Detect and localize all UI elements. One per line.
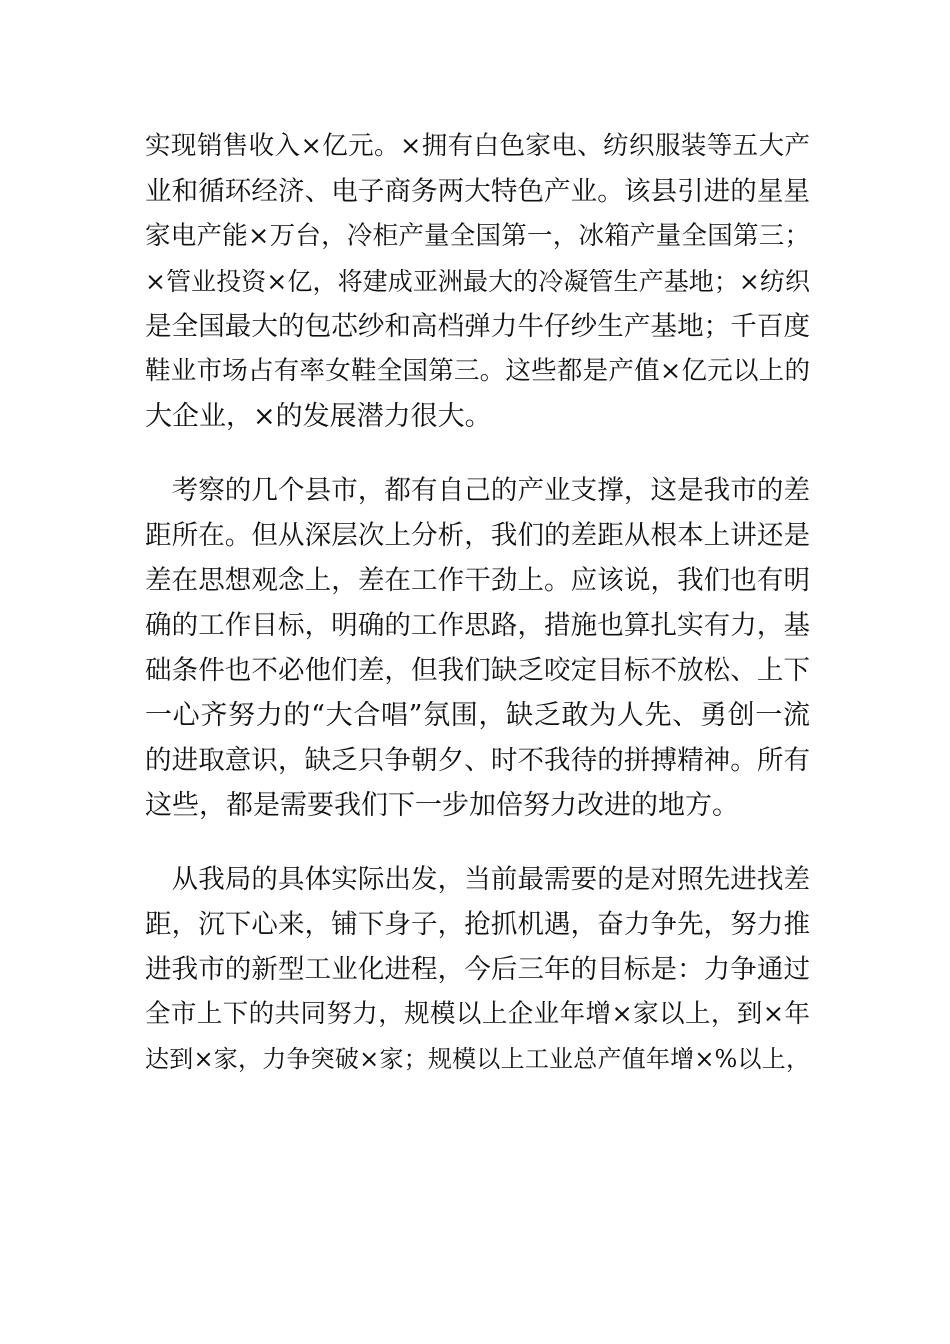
text-line: 业和循环经济、电子商务两大特色产业。该县引进的星星 — [145, 176, 810, 207]
text-line: 从我局的具体实际出发，当前最需要的是对照先进找差 — [145, 864, 810, 895]
paragraph-2 — [145, 468, 810, 828]
text-line: 距所在。但从深层次上分析，我们的差距从根本上讲还是 — [145, 520, 810, 551]
text-line: 达到×家，力争突破×家；规模以上工业总产值年增×%以上， — [145, 1045, 810, 1073]
text-line: 的进取意识，缺乏只争朝夕、时不我待的拼搏精神。所有 — [145, 745, 810, 776]
text-line: 考察的几个县市，都有自己的产业支撑，这是我市的差 — [145, 475, 810, 506]
text-line: 确的工作目标，明确的工作思路，措施也算扎实有力，基 — [145, 610, 810, 641]
text-line: 实现销售收入×亿元。×拥有白色家电、纺织服装等五大产 — [145, 131, 810, 161]
document-body — [145, 124, 810, 1082]
text-line: 这些，都是需要我们下一步加倍努力改进的地方。 — [145, 790, 739, 821]
text-line: 大企业，×的发展潜力很大。 — [145, 401, 492, 432]
text-line: 距，沉下心来，铺下身子，抢抓机遇，奋力争先，努力推 — [145, 909, 810, 940]
paragraph-1 — [145, 124, 810, 439]
text-line: ×管业投资×亿，将建成亚洲最大的冷凝管生产基地；×纺织 — [145, 267, 810, 296]
text-line: 差在思想观念上，差在工作干劲上。应该说，我们也有明 — [145, 565, 810, 596]
text-line: 全市上下的共同努力，规模以上企业年增×家以上，到×年 — [145, 999, 810, 1029]
text-line: 鞋业市场占有率女鞋全国第三。这些都是产值×亿元以上的 — [145, 356, 810, 386]
text-line: 一心齐努力的“大合唱”氛围，缺乏敢为人先、勇创一流 — [145, 700, 810, 731]
paragraph-3 — [145, 857, 810, 1082]
text-line: 是全国最大的包芯纱和高档弹力牛仔纱生产基地；千百度 — [145, 311, 810, 342]
text-line: 础条件也不必他们差，但我们缺乏咬定目标不放松、上下 — [145, 655, 810, 686]
text-line: 进我市的新型工业化进程，今后三年的目标是：力争通过 — [145, 954, 810, 985]
text-line: 家电产能×万台，冷柜产量全国第一，冰箱产量全国第三； — [145, 221, 810, 251]
